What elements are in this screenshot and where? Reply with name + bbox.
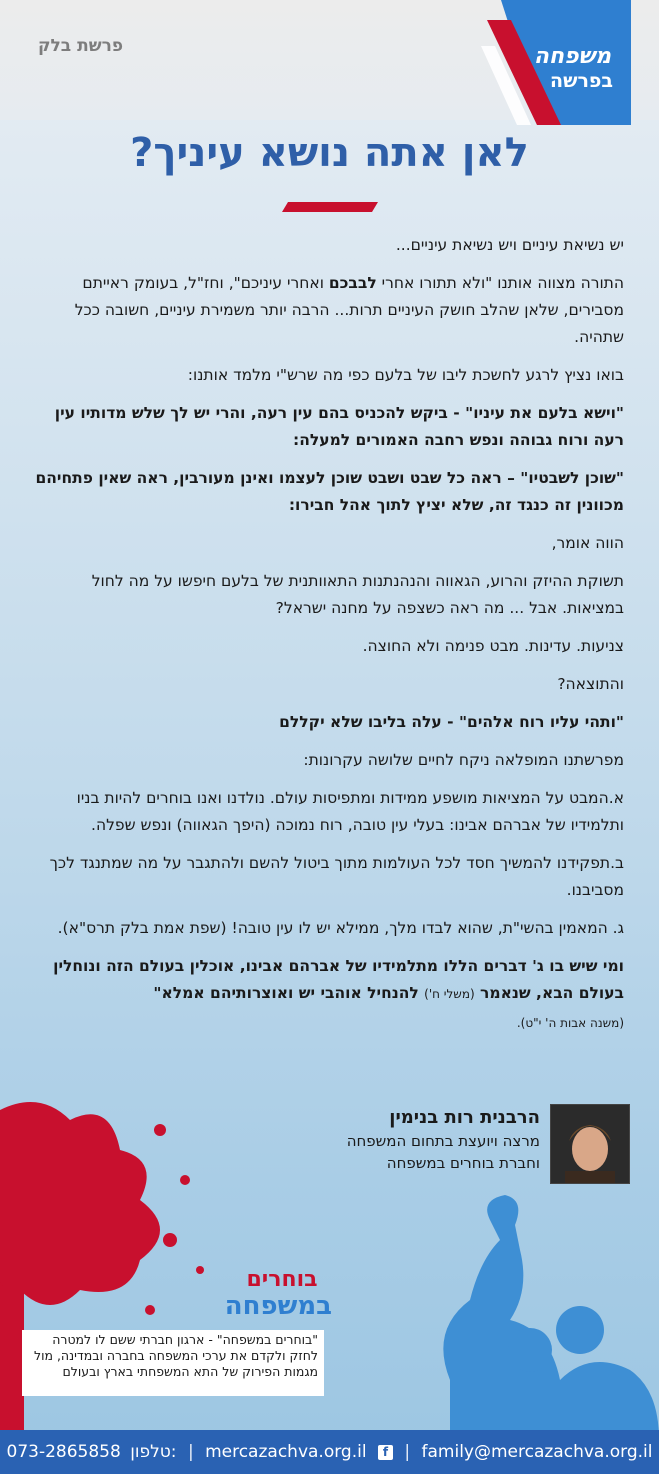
paragraph-11: מפרשתנו המופלאה ניקח לחיים שלושה עקרונות: (303, 751, 624, 769)
footer-bar (0, 1430, 659, 1474)
closing-quote-end: להנחיל אוהבי יש ואוצרותיהם אמלא" (153, 984, 425, 1002)
separator: | (404, 1442, 411, 1462)
paragraph-5-quote: "שוכן לשבטיו" – ראה כל שבט ושבט שוכן לעצמו ואינן מעורבין, ראה שאין פתחיהם מכוונין זה כנגד זה, שלא יציץ לתוך אהל חבירו: (35, 469, 624, 514)
paragraph-7: תשוקת ההיזק והרוע, הגאווה והנהנתנות התאוותנית של בלעם חיפשו על מה לחול במציאות. אבל ... מה ראה כשצפה על מחנה ישראל? (91, 572, 624, 617)
author-role-1: מרצה ויועצת בתחום המשפחה (346, 1132, 540, 1150)
author-photo (550, 1104, 630, 1184)
paragraph-1: יש נשיאת עיניים ויש נשיאת עיניים... (395, 236, 624, 254)
paragraph-8: צניעות. עדינות. מבט פנימה ולא החוצה. (362, 637, 624, 655)
paragraph-3: בואו נציץ לרגע לחשכת ליבו של בלעם כפי מה שרש"י מלמד אותנו: (187, 366, 624, 384)
paragraph-4-quote: "וישא בלעם את עיניו" - ביקש להכניס בהם עין רעה, והרי יש לך שלש מדותיו עין רעה ורוח גבוהה ונפש רחבה האמורים למעלה: (54, 404, 624, 449)
author-role-2: וחברת בוחרים במשפחה (386, 1154, 540, 1172)
org-logo-line1: בוחרים (246, 1267, 318, 1292)
paragraph-2 (34, 270, 624, 351)
family-silhouette (330, 1180, 659, 1440)
paragraph-2-text: התורה מצווה אותנו "ולא תתורו אחרי (376, 274, 624, 292)
org-logo (224, 1267, 332, 1328)
parasha-label: פרשת בלק (38, 36, 124, 56)
page-title: לאן אתה נושא עיניך? (130, 130, 529, 176)
paragraph-2-bold: לבבכם (328, 274, 377, 292)
paragraph-6: הווה אומר, (551, 534, 624, 552)
article-body (34, 232, 624, 1048)
source-citation: (משנה אבות ה' י"ט). (516, 1016, 624, 1030)
facebook-icon[interactable]: f (378, 1445, 393, 1460)
principle-b: ב.תפקידנו להמשיך חסד לכל העולמות מתוך ביטול להשם ולהתגבר על מה שמתנגד לכך מסביבנו. (49, 854, 624, 899)
author-name: הרבנית רות בנימין (389, 1107, 540, 1128)
separator: | (187, 1442, 194, 1462)
phone-label: טלפון: (130, 1442, 177, 1462)
series-logo (481, 0, 631, 125)
principle-c: ג. המאמין בהשי"ת, שהוא לבדו מלך, ממילא יש לו עין טובה! (שפת אמת בלק תרס"א). (57, 919, 624, 937)
author-avatar-icon (551, 1105, 629, 1183)
author-text (280, 1106, 540, 1174)
author-block (346, 1104, 630, 1184)
series-logo-line2: בפרשה (550, 70, 613, 92)
series-logo-line1: משפחה (533, 44, 611, 69)
footer-contacts (0, 1442, 659, 1462)
email-link[interactable]: family@mercazachva.org.il (421, 1442, 653, 1462)
closing-quote-text: ומי שיש בו ג' דברים הללו מתלמידיו של אברהם אבינו, אוכלין בעולם הזה ונוחלין בעולם הבא, שנאמר (53, 957, 624, 1002)
paragraph-2-rest: ואחרי עיניכם", וחז"ל, בעומק ראייתם מסבירים, שלאן שהלב חושק העיניים תרות... הרבה יותר משמירת עיניים, חשובה ככל שתהיה. (74, 274, 624, 346)
closing-quote (34, 953, 624, 1008)
title-underline (282, 202, 378, 212)
principle-a: א.המבט על המציאות מושפע ממידות ומתפיסות עולם. נולדנו ואנו בוחרים להיות בניו ותלמידיו של אברהם אבינו: בעלי עין טובה, רוח נמוכה (היפך הגאווה) ונפש שפלה. (76, 789, 624, 834)
org-logo-line2: במשפחה (224, 1291, 332, 1321)
phone-number[interactable]: 073-2865858 (6, 1442, 121, 1462)
closing-quote-ref: (משלי ח') (424, 987, 475, 1001)
org-description: "בוחרים במשפחה" - ארגון חברתי ששם לו למטרה לחזק ולקדם את ערכי המשפחה בחברה ובמדינה, מול מגמות הפירוק של התא המשפחתי בארץ ובעולם (22, 1330, 324, 1396)
paragraph-10-quote: "ותהי עליו רוח אלהים" - עלה בליבו שלא יקללם (279, 713, 624, 731)
paragraph-9: והתוצאה? (557, 675, 624, 693)
website-link[interactable]: mercazachva.org.il (205, 1442, 367, 1462)
